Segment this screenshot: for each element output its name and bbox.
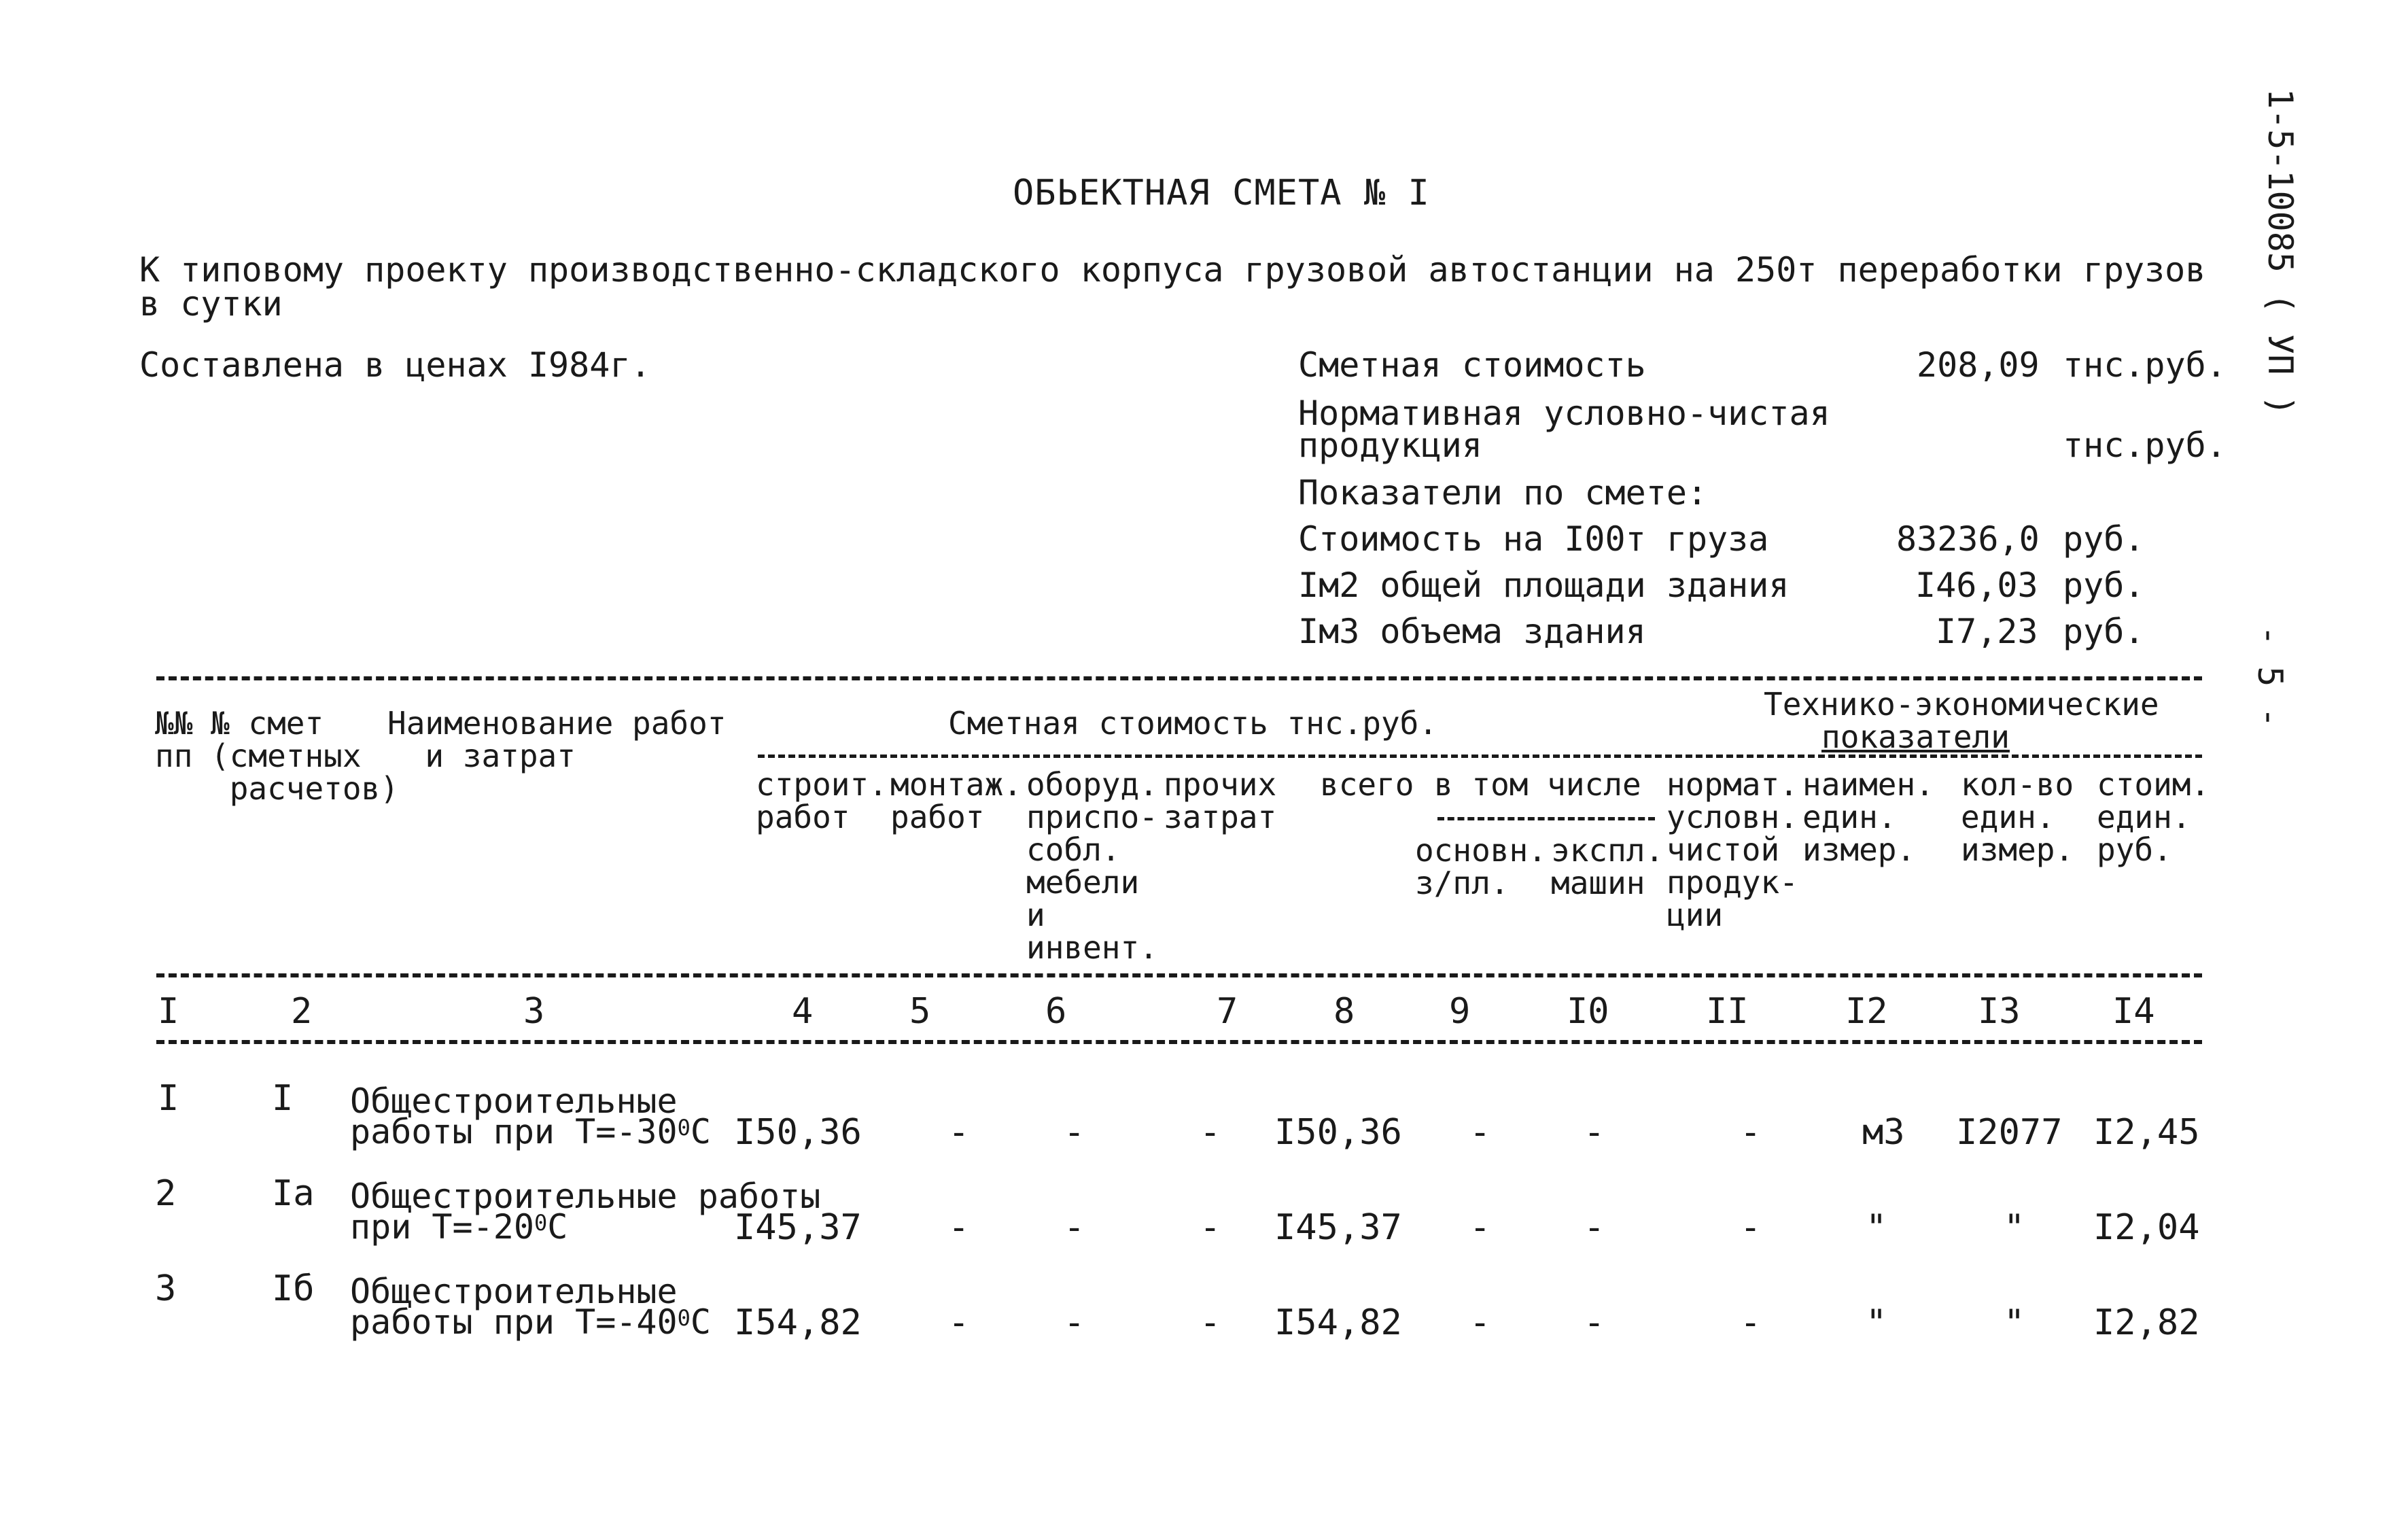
header-construction: строит. работ <box>756 766 888 835</box>
row-number: 2 <box>155 1173 177 1214</box>
total-cost: I50,36 <box>1274 1112 1402 1153</box>
normative-output: - <box>1740 1112 1762 1153</box>
machine-costs: - <box>1584 1302 1605 1343</box>
header-work-name: Наименование работ и затрат <box>387 705 727 774</box>
work-name-line2: работы при $Т=-40^0С$ <box>350 1302 712 1342</box>
unit-qty: I2077 <box>1956 1112 2063 1153</box>
unit-price: I2,45 <box>2093 1112 2200 1153</box>
colnum-13: I3 <box>1978 991 2021 1032</box>
header-equipment: оборуд. приспо- собл. мебели и инвент. <box>1026 766 1158 966</box>
cost-unit: тнс.руб. <box>2063 345 2227 385</box>
per100-value: 83236,0 <box>1896 519 2040 559</box>
project-description-line1: К типовому проекту производственно-складского корпуса грузовой автостанции на 250т переработки грузов <box>139 250 2206 290</box>
installation-cost: - <box>948 1112 970 1153</box>
total-cost: I54,82 <box>1274 1302 1402 1343</box>
normative-output: - <box>1740 1207 1762 1248</box>
unit-price: I2,04 <box>2093 1207 2200 1248</box>
colnum-1: I <box>158 991 179 1032</box>
work-name-line1: Общестроительные <box>350 1081 678 1121</box>
row-number: 3 <box>155 1268 177 1309</box>
unit-name: " <box>1866 1207 1887 1248</box>
row-number: I <box>158 1078 179 1119</box>
unit-name: " <box>1866 1302 1887 1343</box>
column-numbers-bottom-rule <box>156 1040 2202 1044</box>
construction-cost: I54,82 <box>734 1302 862 1343</box>
colnum-14: I4 <box>2112 991 2155 1032</box>
machine-costs: - <box>1584 1112 1605 1153</box>
equipment-cost: - <box>1064 1112 1085 1153</box>
per-m2-value: I46,03 <box>1915 566 2038 605</box>
unit-price: I2,82 <box>2093 1302 2200 1343</box>
table-top-rule <box>156 676 2202 680</box>
project-description-line2: в сутки <box>139 284 283 324</box>
other-cost: - <box>1200 1207 1221 1248</box>
indicators-label: Показатели по смете: <box>1298 473 1708 513</box>
colnum-12: I2 <box>1845 991 1888 1032</box>
colnum-2: 2 <box>291 991 313 1032</box>
margin-document-code: 1-5-10085 ( УП ) <box>2261 88 2300 416</box>
per-m3-label: Iм3 объема здания <box>1298 612 1646 651</box>
header-unit-name: наимен. един. измер. <box>1802 766 1934 868</box>
header-tech-group: Технико-экономические <box>1764 686 2159 723</box>
header-including: в том числе <box>1434 766 1641 803</box>
colnum-11: II <box>1706 991 1749 1032</box>
construction-cost: I50,36 <box>734 1112 862 1153</box>
document-title: ОБЬЕКТНАЯ СМЕТА № I <box>1013 173 1430 213</box>
per-m2-label: Iм2 общей площади здания <box>1298 566 1790 605</box>
header-unit-price: стоим. един. руб. <box>2097 766 2210 868</box>
estimate-number: Iб <box>272 1268 315 1309</box>
per-m2-unit: руб. <box>2063 566 2145 605</box>
colnum-7: 7 <box>1217 991 1238 1032</box>
header-estimate-number: № смет (сметных расчетов) <box>211 705 399 807</box>
estimate-number: I <box>272 1078 294 1119</box>
installation-cost: - <box>948 1302 970 1343</box>
header-tech-group-2: показатели <box>1821 718 2010 755</box>
base-wages: - <box>1469 1302 1491 1343</box>
header-unit-qty: кол-во един. измер. <box>1961 766 2074 868</box>
header-total: всего <box>1320 766 1414 803</box>
header-other: прочих затрат <box>1164 766 1277 835</box>
colnum-8: 8 <box>1333 991 1355 1032</box>
header-normative: нормат. условн. чистой продук- ции <box>1667 766 1798 933</box>
work-name-line2: при $Т=-20^0С$ <box>350 1207 568 1247</box>
header-cost-group: Сметная стоимость тнс.руб. <box>948 705 1438 742</box>
cost-label: Сметная стоимость <box>1298 345 1646 385</box>
colnum-5: 5 <box>909 991 931 1032</box>
work-name-line2: работы при $Т=-30^0С$ <box>350 1112 712 1151</box>
column-numbers-top-rule <box>156 973 2202 977</box>
norm-label-1: Нормативная условно-чистая <box>1298 394 1830 433</box>
norm-unit: тнс.руб. <box>2063 426 2227 465</box>
page-number: - 5 - <box>2250 625 2290 728</box>
unit-name: м3 <box>1862 1112 1905 1153</box>
colnum-3: 3 <box>523 991 545 1032</box>
total-cost: I45,37 <box>1274 1207 1402 1248</box>
equipment-cost: - <box>1064 1302 1085 1343</box>
per100-unit: руб. <box>2063 519 2145 559</box>
prices-note: Составлена в ценах I984г. <box>139 345 651 385</box>
norm-label-2: продукция <box>1298 426 1482 465</box>
per-m3-value: I7,23 <box>1936 612 2038 651</box>
colnum-6: 6 <box>1045 991 1067 1032</box>
unit-qty: " <box>2004 1207 2025 1248</box>
cost-group-rule <box>758 755 2202 758</box>
estimate-number: Iа <box>272 1173 315 1214</box>
colnum-9: 9 <box>1449 991 1471 1032</box>
including-rule <box>1437 817 1655 820</box>
base-wages: - <box>1469 1207 1491 1248</box>
work-name-line1: Общестроительные работы <box>350 1177 821 1216</box>
construction-cost: I45,37 <box>734 1207 862 1248</box>
installation-cost: - <box>948 1207 970 1248</box>
normative-output: - <box>1740 1302 1762 1343</box>
header-installation: монтаж. работ <box>890 766 1022 835</box>
colnum-10: I0 <box>1567 991 1609 1032</box>
other-cost: - <box>1200 1112 1221 1153</box>
unit-qty: " <box>2004 1302 2025 1343</box>
cost-value: 208,09 <box>1917 345 2040 385</box>
header-base-wages: основн. з/пл. <box>1415 832 1547 901</box>
per-m3-unit: руб. <box>2063 612 2145 651</box>
header-machines: экспл. машин <box>1551 832 1664 901</box>
per100-label: Стоимость на I00т груза <box>1298 519 1769 559</box>
work-name-line1: Общестроительные <box>350 1272 678 1311</box>
header-row-number: №№ пп <box>155 705 193 774</box>
base-wages: - <box>1469 1112 1491 1153</box>
other-cost: - <box>1200 1302 1221 1343</box>
equipment-cost: - <box>1064 1207 1085 1248</box>
machine-costs: - <box>1584 1207 1605 1248</box>
colnum-4: 4 <box>792 991 814 1032</box>
